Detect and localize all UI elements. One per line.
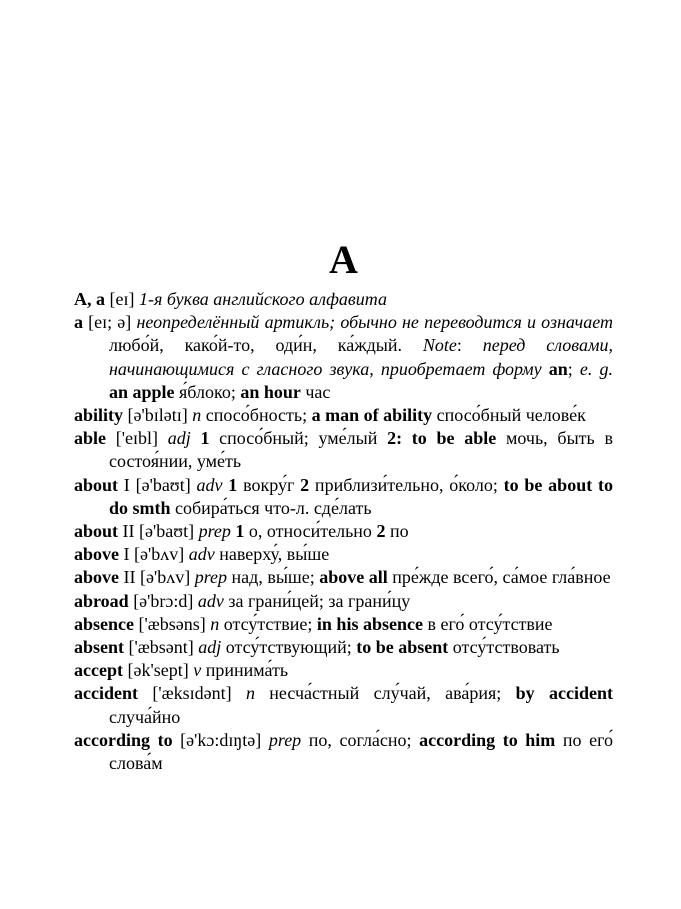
page-content [74,237,614,775]
dictionary-entry-a-article [74,311,613,404]
text-run: accept [74,660,123,681]
text-run: abroad [74,590,129,611]
text-run: adv [197,590,224,611]
text-run: : [456,335,483,356]
text-run: 1 [228,474,238,495]
text-run: by accident [515,683,613,704]
text-run: above [74,567,119,588]
text-run: я́блоко; [174,381,241,402]
text-run: отсу́тствовать [448,637,560,658]
text-run: мочь, быть в состоя́нии, уме́ть [109,428,613,472]
text-run: ability [74,405,124,426]
text-run: любо́й, како́й-то, оди́н, ка́ждый. [109,335,423,356]
text-run: an apple [109,381,175,402]
dictionary-entries [74,288,613,775]
text-run: [ə'bɪlətɪ] [123,405,193,426]
dictionary-entry-above-2 [74,566,613,589]
dictionary-entry-able [74,427,613,473]
dictionary-entry-according-to [74,729,613,775]
text-run: наверху́, вы́ше [214,544,330,565]
text-run: за грани́цей; за грани́цу [223,590,411,611]
text-run: по его́ слова́м [109,729,614,774]
text-run: приблизи́тельно, о́коло; [309,474,504,495]
text-run: час [300,381,331,402]
text-run: able [74,428,107,449]
text-run: an [548,358,568,379]
text-run: above all [319,567,388,588]
section-letter-heading: A [329,237,358,282]
text-run: пре́жде всего́, са́мое гла́вное [387,567,611,588]
text-run: prep [198,521,231,542]
text-run: 1 [200,428,210,449]
text-run: I [ə'baʊt] [118,474,197,495]
text-run: II [ə'baʊt] [118,521,199,542]
text-run: [ək'sept] [122,660,194,681]
text-run: above [74,544,119,565]
text-run: 1 [235,521,245,542]
text-run: absence [74,613,134,634]
text-run: ['æbsəns] [134,613,211,634]
text-run: e. g. [579,358,613,379]
text-run: несча́стный слу́чай, ава́рия; [254,683,516,704]
text-run: 2: to be able [387,428,497,449]
text-run: I [ə'bʌv] [119,544,189,565]
text-run: в его́ отсу́тствие [422,613,553,634]
text-run: II [ə'bʌv] [119,567,195,588]
text-run: вокру́г [237,474,301,495]
text-run: adj [167,428,191,449]
text-run: [ə'kɔ:dɪŋtə] [172,729,269,750]
text-run: ['eɪbl] [106,428,168,449]
dictionary-entry-a-letter [74,288,613,311]
dictionary-entry-abroad [74,590,613,613]
text-run: [eɪ] [105,289,139,309]
text-run: над, вы́ше; [227,567,320,588]
text-run: a man of ability [311,405,433,426]
text-run: according to him [419,729,556,750]
text-run: n [192,405,202,426]
dictionary-entry-absence [74,613,613,636]
text-run: about [74,474,119,495]
text-run: спосо́бный; уме́лый [209,428,388,449]
text-run: accident [74,683,138,704]
text-run: отсу́тствие; [219,613,317,634]
text-run: prep [268,729,302,750]
text-run: adv [188,544,215,565]
text-run: n [210,613,220,634]
text-run: in his absence [316,613,423,634]
text-run: a [74,312,83,333]
text-run: 2 [300,474,310,495]
text-run: перед словами, начинающимися с гласного звука, приобретает форму [109,335,613,379]
text-run: to be absent [356,637,449,658]
text-run: ['æksɪdənt] [137,683,246,704]
text-run: случа́йно [109,706,181,727]
text-run: принима́ть [201,660,289,681]
text-run: неопределённый артикль; обычно не переводится и означает [136,312,613,333]
text-run: n [245,683,255,704]
text-run: о, относи́тельно [244,521,377,542]
text-run: 2 [376,521,386,542]
text-run: ; [567,358,580,379]
text-run: спосо́бность; [201,405,312,426]
text-run: по, согла́сно; [301,729,420,750]
text-run: adj [198,637,222,658]
dictionary-entry-about-1 [74,474,613,520]
text-run: prep [194,567,228,588]
text-run: спосо́бный челове́к [432,405,586,426]
text-run: собира́ться что-л. сде́лать [170,497,372,518]
dictionary-entry-accept [74,659,613,682]
text-run: [ə'brɔ:d] [128,590,198,611]
text-run: according to [74,729,173,750]
text-run: A, a [74,289,105,309]
text-run: по [385,521,409,542]
dictionary-entry-accident [74,682,613,728]
text-run: ['æbsənt] [124,637,199,658]
text-run: v [193,660,202,681]
text-run: [eɪ; ə] [83,312,137,333]
text-run: 1-я буква английского алфавита [138,289,387,309]
dictionary-entry-ability [74,404,613,427]
dictionary-entry-above-1 [74,543,613,566]
dictionary-entry-about-2 [74,520,613,543]
text-run: Note [422,335,457,356]
text-run: about [74,521,119,542]
text-run [191,428,201,448]
text-run: adv [196,474,223,495]
text-run: an hour [240,381,301,402]
dictionary-entry-absent [74,636,613,659]
text-run: absent [74,637,125,658]
text-run: to be about to do smth [109,474,613,518]
text-run: отсу́тствующий; [221,637,357,658]
